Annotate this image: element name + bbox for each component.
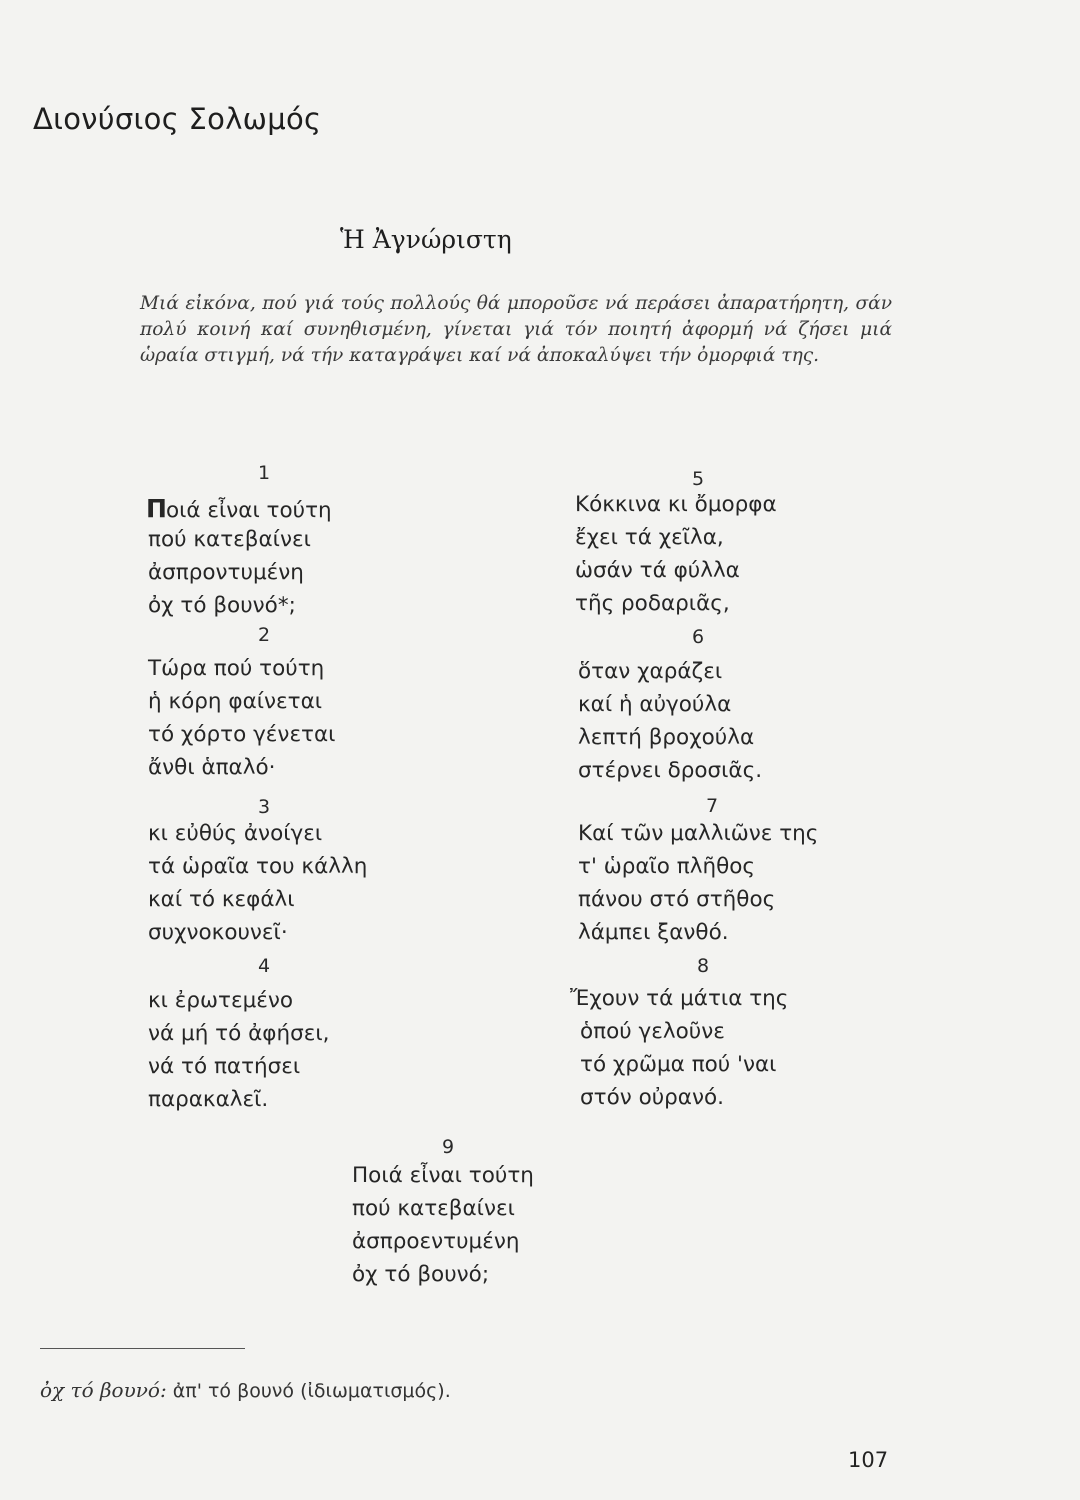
verse-line: ὅταν χαράζει [578, 659, 723, 684]
verse-line: τῆς ροδαριᾶς, [575, 591, 730, 616]
verse-line: ἀσπροντυμένη [148, 560, 304, 585]
verse-line: τό χρῶμα πού 'ναι [580, 1052, 777, 1077]
verse-line [146, 494, 332, 523]
verse-line: λεπτή βροχούλα [578, 725, 755, 750]
verse-line-rest: οιά εἶναι τούτη [165, 498, 332, 523]
verse-line: Ἔχουν τά μάτια της [570, 986, 789, 1011]
stanza-number: 4 [258, 955, 271, 977]
verse-line: ὡσάν τά φύλλα [575, 558, 740, 583]
verse-line: τ' ὡραῖο πλῆθος [578, 854, 755, 879]
verse-line: πού κατεβαίνει [148, 527, 311, 552]
verse-line: πού κατεβαίνει [352, 1196, 515, 1221]
verse-line: συχνοκουνεῖ· [148, 920, 288, 945]
verse-line: Κόκκινα κι ὄμορφα [575, 492, 777, 517]
stanza-number: 5 [692, 468, 705, 490]
verse-line: ἀσπροεντυμένη [352, 1229, 520, 1254]
stanza-number: 8 [697, 955, 710, 977]
footnote-term: ὀχ τό βουνό: [40, 1378, 167, 1402]
verse-line: καί τό κεφάλι [148, 887, 295, 912]
stanza-number: 6 [692, 626, 705, 648]
verse-line: ἄνθι ἁπαλό· [148, 755, 276, 780]
verse-line: Ποιά εἶναι τούτη [352, 1163, 534, 1188]
verse-line: ὀχ τό βουνό; [352, 1262, 490, 1287]
intro-paragraph: Μιά εἰκόνα, πού γιά τούς πολλούς θά μποροῦσε νά περάσει ἀπαρατήρητη, σάν πολύ κοινή καί συνηθισμένη, γίνεται γιά τόν ποιητή ἀφορμή νά ζήσει μιά ὡραία στιγμή, νά τήν καταγράψει καί νά ἀποκαλύψει τήν ὀμορφιά της. [140, 293, 892, 366]
verse-line: κι ἐρωτεμένο [148, 988, 294, 1013]
verse-line: τό χόρτο γένεται [148, 722, 336, 747]
footnote-divider [40, 1348, 245, 1349]
verse-line: παρακαλεῖ. [148, 1087, 269, 1112]
stanza-number: 1 [258, 462, 271, 484]
author-name: Διονύσιος Σολωμός [33, 102, 322, 136]
verse-line: ἔχει τά χεῖλα, [575, 525, 724, 550]
verse-line: Τώρα πού τούτη [148, 656, 325, 681]
drop-cap: Π [146, 494, 166, 523]
verse-line: ὁπού γελοῦνε [580, 1019, 725, 1044]
verse-line: καί ἡ αὐγούλα [578, 692, 732, 717]
page-number: 107 [848, 1448, 889, 1472]
verse-line: νά μή τό ἀφήσει, [148, 1021, 330, 1046]
verse-line: ὀχ τό βουνό*; [148, 593, 296, 618]
verse-line: πάνου στό στῆθος [578, 887, 776, 912]
stanza-number: 2 [258, 624, 271, 646]
footnote [40, 1378, 451, 1402]
footnote-text: ἀπ' τό βουνό (ἰδιωματισμός). [172, 1380, 451, 1402]
verse-line: νά τό πατήσει [148, 1054, 301, 1079]
verse-line: στέρνει δροσιᾶς. [578, 758, 763, 783]
verse-line: Καί τῶν μαλλιῶνε της [578, 821, 819, 846]
verse-line: στόν οὐρανό. [580, 1085, 724, 1110]
verse-line: ἡ κόρη φαίνεται [148, 689, 323, 714]
verse-line: κι εὐθύς ἀνοίγει [148, 821, 323, 846]
verse-line: τά ὡραῖα του κάλλη [148, 854, 368, 879]
stanza-number: 7 [706, 795, 719, 817]
stanza-number: 3 [258, 796, 271, 818]
verse-line: λάμπει ξανθό. [578, 920, 729, 945]
stanza-number: 9 [442, 1136, 455, 1158]
poem-title: Ἡ Ἀγνώριστη [340, 225, 512, 254]
